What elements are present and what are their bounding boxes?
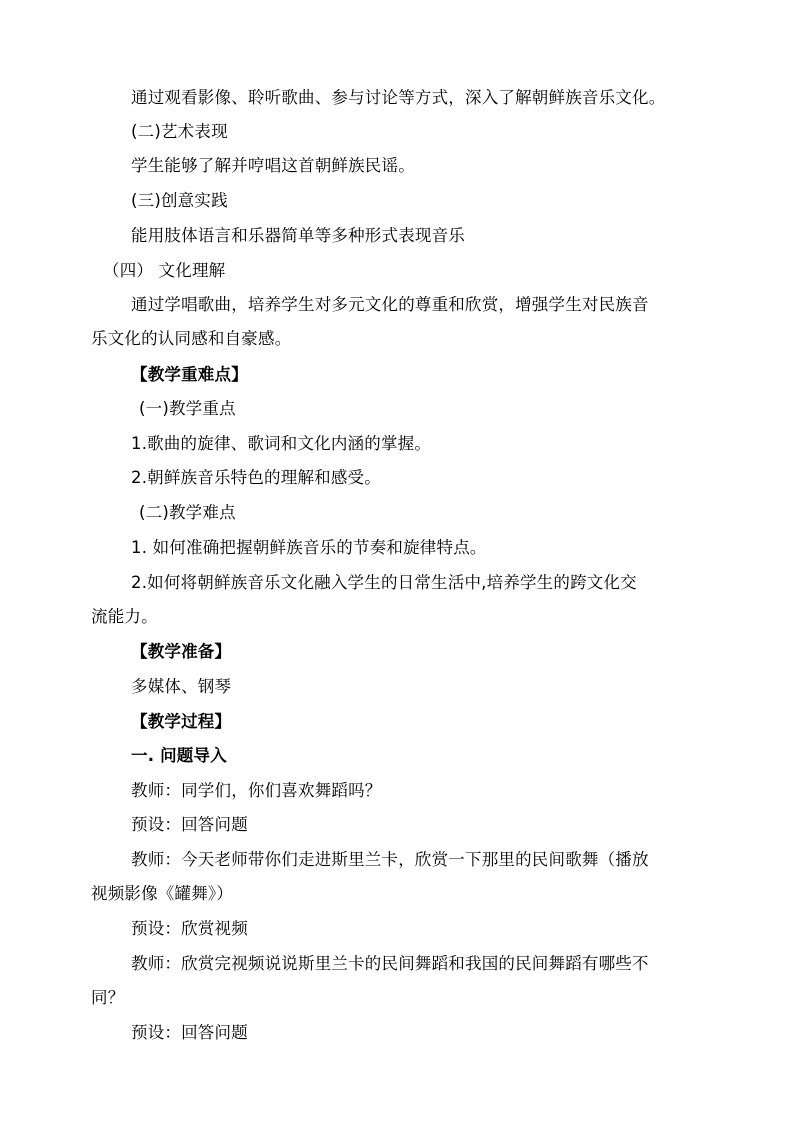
dialogue-preset-3: 预设：回答问题 [131,1023,248,1042]
dialogue-preset-1: 预设：回答问题 [131,815,248,834]
heading-art-expression: (二)艺术表现 [131,122,228,141]
dialogue-teacher-2-line1: 教师：今天老师带你们走进斯里兰卡，欣赏一下那里的民间歌舞（播放 [131,850,649,869]
section-heading-key-difficult: 【教学重难点】 [131,365,248,384]
dialogue-teacher-1: 教师：同学们，你们喜欢舞蹈吗？ [131,781,382,800]
list-item-focus-2: 2.朝鲜族音乐特色的理解和感受。 [131,468,381,487]
dialogue-preset-2: 预设：欣赏视频 [131,919,248,938]
list-item-difficulty-2-line2: 流能力。 [91,607,158,626]
subheading-teaching-difficulty: (二)教学难点 [139,503,236,522]
dialogue-teacher-3-line2: 同？ [91,988,125,1007]
paragraph-creative-practice: 能用肢体语言和乐器简单等多种形式表现音乐 [131,226,465,245]
paragraph-goal-culture: 通过观看影像、聆听歌曲、参与讨论等方式，深入了解朝鲜族音乐文化。 [131,88,666,107]
paragraph-art-expression: 学生能够了解并哼唱这首朝鲜族民谣。 [131,156,415,175]
dialogue-teacher-2-line2: 视频影像《罐舞》） [91,884,234,903]
heading-creative-practice: (三)创意实践 [131,191,228,210]
list-item-difficulty-2-line1: 2.如何将朝鲜族音乐文化融入学生的日常生活中,培养学生的跨文化交 [131,573,637,592]
list-item-difficulty-1: 1. 如何准确把握朝鲜族音乐的节奏和旋律特点。 [131,538,487,557]
paragraph-cultural-understanding-line2: 乐文化的认同感和自豪感。 [91,329,292,348]
paragraph-cultural-understanding-line1: 通过学唱歌曲，培养学生对多元文化的尊重和欣赏，增强学生对民族音 [131,295,649,314]
heading-cultural-understanding: （四） 文化理解 [103,261,226,280]
dialogue-teacher-3-line1: 教师：欣赏完视频说说斯里兰卡的民间舞蹈和我国的民间舞蹈有哪些不 [131,954,649,973]
subheading-teaching-focus: (一)教学重点 [139,399,236,418]
paragraph-preparation: 多媒体、钢琴 [131,677,232,696]
section-heading-process: 【教学过程】 [131,712,232,731]
list-item-focus-1: 1.歌曲的旋律、歌词和文化内涵的掌握。 [131,434,432,453]
section-heading-preparation: 【教学准备】 [131,642,232,661]
subheading-question-intro: 一. 问题导入 [131,746,227,765]
